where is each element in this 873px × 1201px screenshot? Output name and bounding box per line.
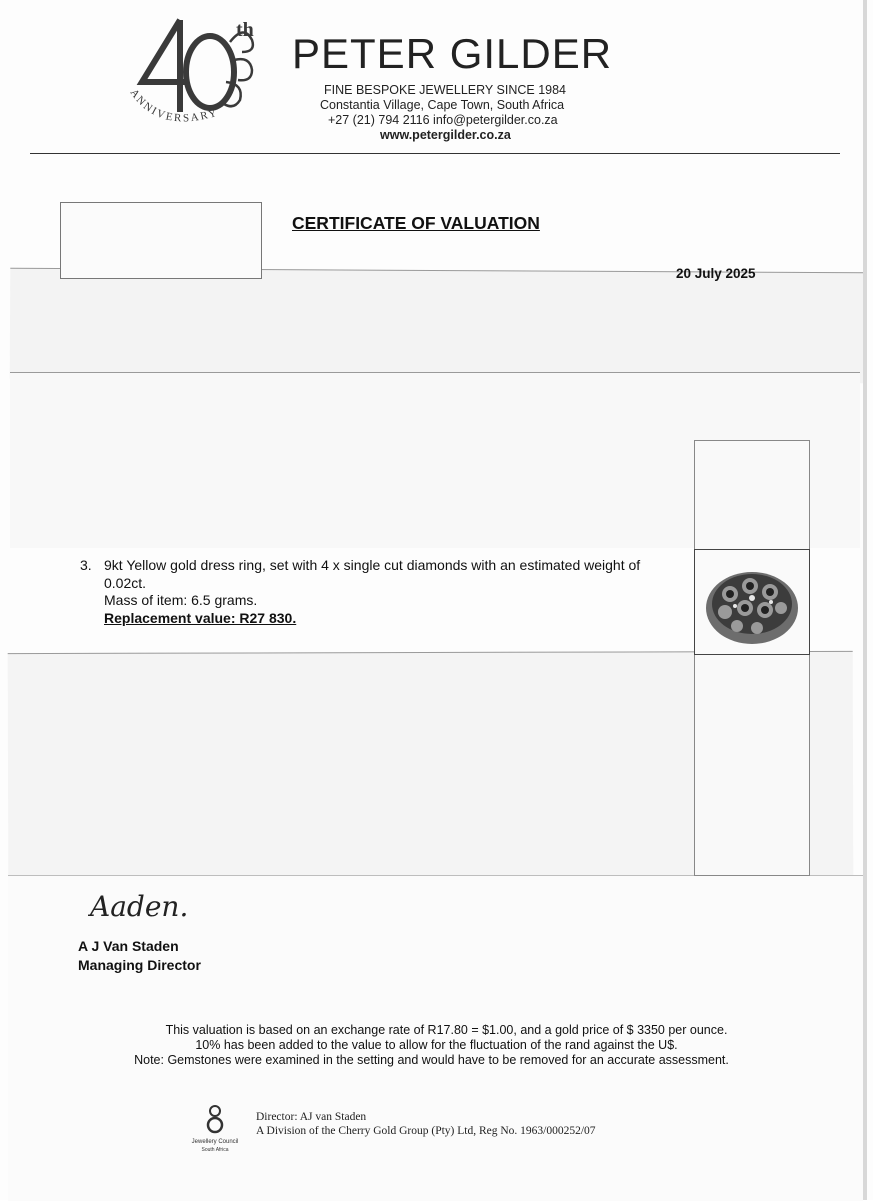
replacement-value: Replacement value: R27 830. xyxy=(104,609,297,626)
signatory-block xyxy=(78,937,201,975)
footer-text xyxy=(256,1110,596,1138)
footer-division: A Division of the Cherry Gold Group (Pty) Ltd, Reg No. 1963/000252/07 xyxy=(256,1125,596,1137)
item-number: 3. xyxy=(80,557,92,573)
fluctuation-note: 10% has been added to the value to allow for the fluctuation of the rand against the U$. xyxy=(195,1038,678,1052)
ring-image xyxy=(695,550,809,654)
signatory-title: Managing Director xyxy=(78,957,201,973)
council-region: South Africa xyxy=(201,1147,229,1153)
anniversary-label: ANNIVERSARY xyxy=(127,86,220,125)
footer-director: Director: AJ van Staden xyxy=(256,1111,367,1123)
jewellery-council-logo xyxy=(190,1103,240,1155)
gemstone-note: Note: Gemstones were examined in the setting and would have to be removed for an accurate assessment. xyxy=(134,1053,729,1067)
brand-name: PETER GILDER xyxy=(292,30,613,77)
signature xyxy=(88,880,198,930)
overlapping-page xyxy=(10,268,866,383)
certificate-date: 20 July 2025 xyxy=(676,266,756,281)
certificate-title: CERTIFICATE OF VALUATION xyxy=(292,213,540,233)
website-link[interactable]: www.petergilder.co.za xyxy=(380,128,511,142)
photo-frame-stack xyxy=(694,440,810,876)
anniversary-suffix: th xyxy=(236,19,254,41)
contact-info[interactable]: +27 (21) 794 2116 info@petergilder.co.za xyxy=(328,113,558,127)
council-name: Jewellery Council xyxy=(191,1139,239,1145)
address: Constantia Village, Cape Town, South Africa xyxy=(320,98,565,112)
anniversary-logo xyxy=(122,12,272,142)
signature-text: Aaden. xyxy=(90,890,189,923)
header-divider xyxy=(30,153,840,154)
ring-photo xyxy=(694,549,810,655)
item-description: 9kt Yellow gold dress ring, set with 4 x single cut diamonds with an estimated weight of 0.02ct. xyxy=(104,557,641,591)
page-edge xyxy=(863,0,867,1200)
item-mass: Mass of item: 6.5 grams. xyxy=(104,592,258,608)
redacted-address-box xyxy=(60,202,262,279)
exchange-rate-note: This valuation is based on an exchange rate of R17.80 = $1.00, and a gold price of $ 3350 per ounce. xyxy=(165,1023,728,1037)
signatory-name: A J Van Staden xyxy=(78,938,179,954)
tagline: FINE BESPOKE JEWELLERY SINCE 1984 xyxy=(324,83,566,97)
